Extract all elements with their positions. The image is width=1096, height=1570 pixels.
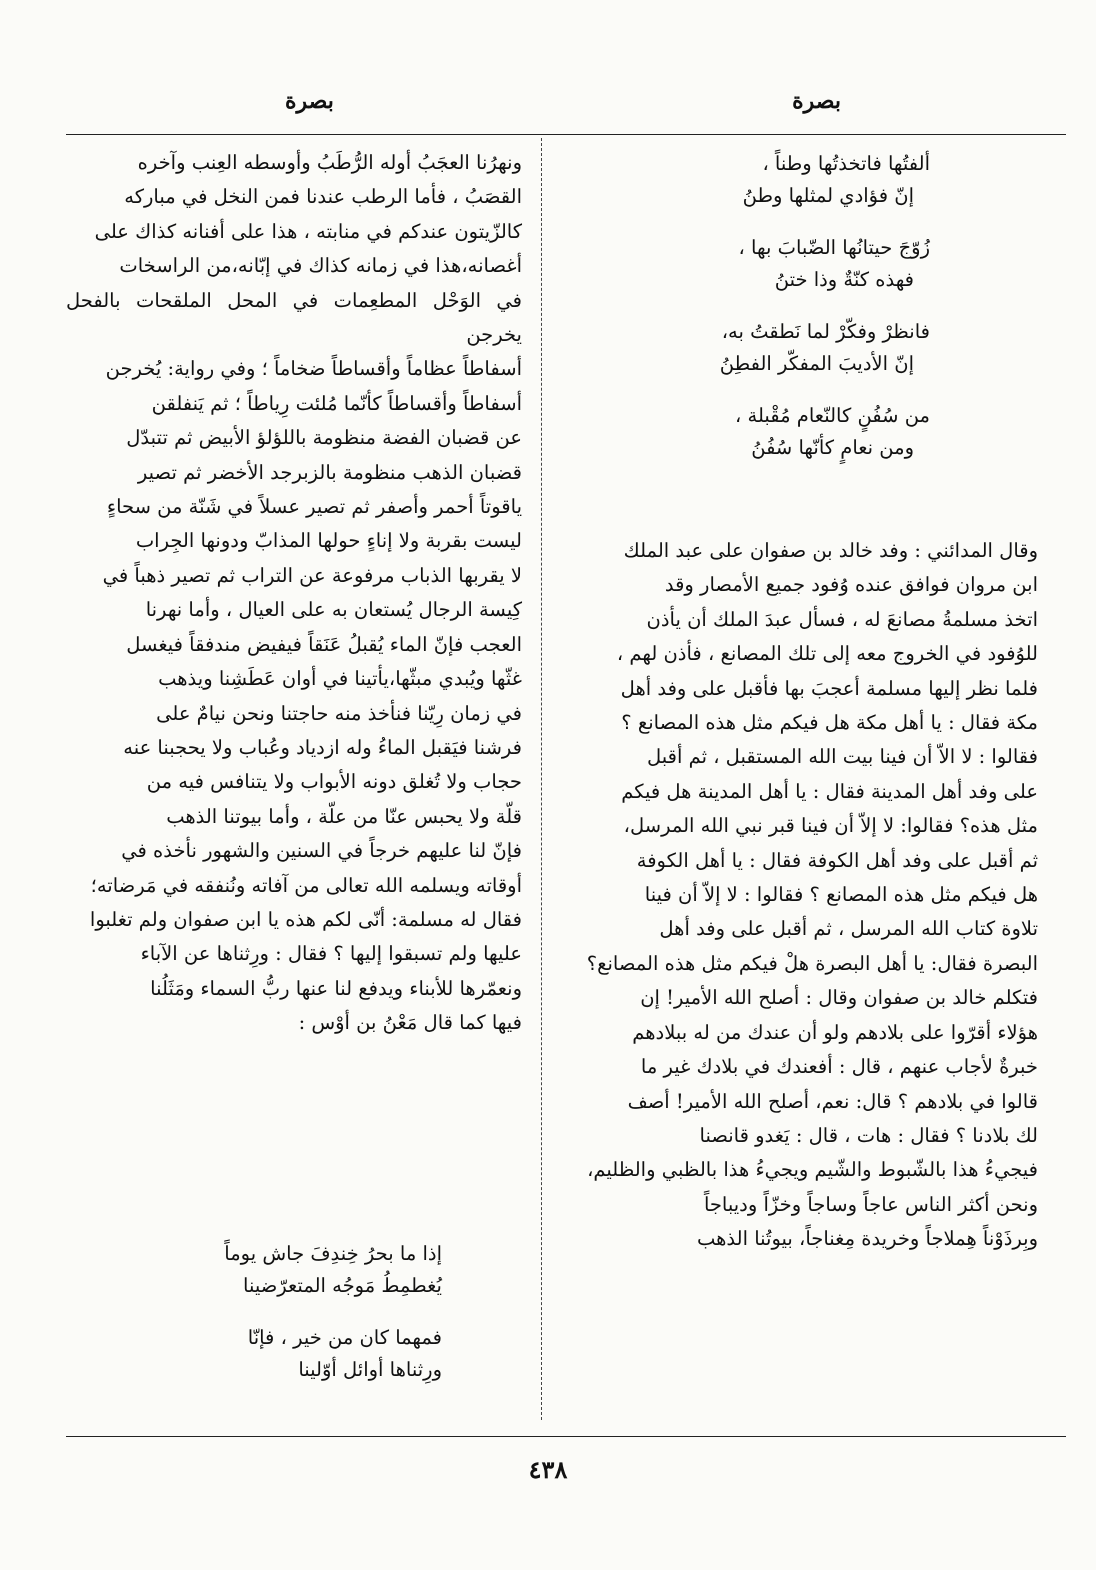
bottom-divider [66,1436,1066,1437]
prose-line: كالزّيتون عندكم في منابته ، هذا على أفنانه كذاك على [94,219,522,243]
prose-line: ونحن أكثر الناس عاجاً وساجاً وخزّاً وديباجاً [703,1192,1038,1216]
prose-line: ونعمّرها للأبناء ويدفع لنا عنها ربُّ السماء ومَثَلُنا [150,976,522,1000]
prose-line: القصَبُ ، فأما الرطب عندنا فمن النخل في مباركه [124,185,522,209]
right-prose [560,534,1038,1257]
prose-line: البصرة فقال: يا أهل البصرة هلْ فيكم مثل هذه المصانع؟ [586,951,1038,975]
prose-line: مكة فقال : يا أهل مكة هل فيكم مثل هذه المصانع ؟ [621,711,1038,735]
prose-line: أوقاته ويسلمه الله تعالى من آفاته ونُنفقه في مَرضاته؛ [90,873,522,897]
header-title-left: بصرة [285,88,334,114]
prose-line: أسفاطاً وأقساطاً كأنّما مُلئت رِياطاً ؛ ثم يَنفلقن [151,391,522,415]
poem-line: إنّ الأديبَ المفكّر الفطِنُ [719,352,914,375]
poem-line: ومن نعامٍ كأنّها سُفُنُ [751,436,914,459]
header-title-right: بصرة [792,88,841,114]
poem-line: فمهما كان من خير ، فإنّا [247,1326,442,1349]
poem-line: يُغطمِطُ مَوجُه المتعرّضينا [243,1274,442,1297]
poem-line: ورِثناها أوائل أوّلينا [298,1358,442,1381]
poem-line: إنّ فؤادي لمثلها وطنُ [742,184,914,207]
prose-line: هل فيكم مثل هذه المصانع ؟ فقالوا : لا إلاّ أن فينا [644,883,1038,907]
right-poem [560,148,1038,484]
top-divider [66,134,1066,135]
prose-line: أسفاطاً عظاماً وأقساطاً ضخاماً ؛ وفي رواية: يُخرجن [105,357,522,381]
prose-line: اتخذ مسلمةُ مصانعَ له ، فسأل عبدَ الملك أن يأذن [646,607,1038,631]
prose-line: فيها كما قال مَعْنُ بن أوْس : [298,1011,522,1035]
prose-line: قلّة ولا يحبس عنّا من علّة ، وأما بيوتنا الذهب [166,804,522,828]
prose-line: على وفد أهل المدينة فقال : يا أهل المدينة هل فيكم [621,779,1038,803]
prose-line: ليست بقربة ولا إناءٍ حولها المذابّ ودونها الجِراب [135,529,522,553]
prose-line: فقالوا : لا الاّ أن فينا بيت الله المستقبل ، ثم أقبل [647,745,1038,769]
prose-line: فلما نظر إليها مسلمة أعجبَ بها فأقبل على وفد أهل [620,676,1038,700]
prose-line: خبرةٌ لأجاب عنهم ، قال : أفعندك في بلادك غير ما [640,1055,1038,1079]
prose-line: هؤلاء أقرّوا على بلادهم ولو أن عندك من له ببلادهم [632,1020,1038,1044]
prose-line: عن قضبان الفضة منظومة باللؤلؤ الأبيض ثم تتبدّل [126,426,522,450]
poem-line: ألفتُها فاتخذتُها وطناً ، [762,152,930,175]
prose-line: كِيسة الرجال يُستعان به على العيال ، وأما نهرنا [145,598,522,622]
prose-line: فرشنا فيَقبل الماءُ وله ازدياد وعُباب ولا يحجبنا عنه [123,735,522,759]
poem-stanza [560,316,1038,380]
prose-line: أغصانه،هذا في زمانه كذاك في إبّانه،من الراسخات [119,254,522,278]
prose-line: حجاب ولا تُغلق دونه الأبواب ولا يتنافس فيه من [146,770,522,794]
prose-line: غثّها ويُبدي مبثّها،يأتينا في أوان عَطَشِنا ويذهب [158,667,522,691]
prose-line: ثم أقبل على وفد أهل الكوفة فقال : يا أهل الكوفة [636,848,1038,872]
prose-line: ياقوتاً أحمر وأصفر ثم تصير عسلاً في شَنّة من سحاءٍ [106,495,522,519]
poem-stanza [560,400,1038,464]
prose-line: قالوا في بلادهم ؟ قال: نعم، أصلح الله الأمير! أصف [627,1089,1038,1113]
left-prose [66,146,522,1041]
poem-stanza [66,1238,522,1302]
prose-line: فإنّ لنا عليهم خرجاً في السنين والشهور نأخذه في [121,839,522,863]
prose-line: في زمان رِيّنا فنأخذ منه حاجتنا ونحن نيامٌ على [156,701,522,725]
prose-line: ونهرُنا العجَبُ أوله الرُّطَبُ وأوسطه العِنب وآخره [137,151,522,174]
left-poem [66,1238,522,1406]
prose-line: لا يقربها الذباب مرفوعة عن التراب ثم تصير ذهباً في [102,563,522,587]
prose-line: فقال له مسلمة: أنّى لكم هذه يا ابن صفوان ولم تغلبوا [89,907,522,931]
prose-line: العجب فإنّ الماء يُقبلُ عَنَقاً فيفيض مندفقاً فيغسل [126,632,522,656]
poem-line: إذا ما بحرُ خِندِفَ جاش يوماً [224,1242,442,1265]
prose-line: في الوَحْل المطعِمات في المحل الملقحات بالفحل يخرجن [66,288,522,347]
prose-line: وبِرذَوْناً هِملاجاً وخريدة مِغناجاً، بيوتُنا الذهب [697,1227,1038,1251]
poem-stanza [560,148,1038,212]
prose-line: لك بلادنا ؟ فقال : هات ، قال : يَغدو قانصنا [699,1123,1038,1147]
prose-line: وقال المدائني : وفد خالد بن صفوان على عبد الملك [623,539,1038,562]
prose-line: ابن مروان فوافق عنده وُفود جميع الأمصار وقد [664,573,1038,597]
prose-line: للوُفود في الخروج معه إلى تلك المصانع ، فأذن لهم ، [616,642,1038,666]
prose-line: فيجيءُ هذا بالشّبوط والشّيم ويجيءُ هذا بالظبي والظليم، [587,1158,1038,1182]
column-divider [541,138,542,1420]
page-number: ٤٣٨ [528,1455,568,1484]
prose-line: فتكلم خالد بن صفوان وقال : أصلح الله الأمير! إن [640,986,1038,1010]
poem-stanza [560,232,1038,296]
poem-stanza [66,1322,522,1386]
prose-line: عليها ولم تسبقوا إليها ؟ فقال : ورِثناها عن الآباء [140,942,522,966]
poem-line: فهذه كنّةٌ وذا ختنُ [774,268,914,291]
poem-line: من سُفُنٍ كالنّعام مُقْبلة ، [735,404,930,427]
poem-line: زُوّجَ حيتانُها الضّبابَ بها ، [738,236,930,259]
poem-line: فانظرْ وفكّرْ لما نَطقتُ به، [721,320,930,343]
prose-line: مثل هذه؟ فقالوا: لا إلاّ أن فينا قبر نبي الله المرسل، [623,814,1038,838]
prose-line: تلاوة كتاب الله المرسل ، ثم أقبل على وفد أهل [659,917,1038,941]
prose-line: قضبان الذهب منظومة بالزبرجد الأخضر ثم تصير [137,460,522,484]
